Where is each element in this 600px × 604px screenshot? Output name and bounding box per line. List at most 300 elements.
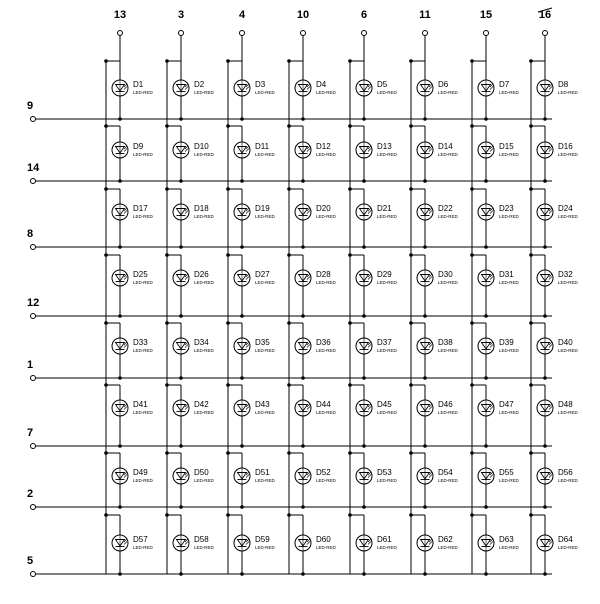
led-value: LED-RED	[133, 478, 153, 483]
led-value: LED-RED	[316, 280, 336, 285]
row-terminal	[31, 572, 36, 577]
junction-dot	[470, 451, 474, 455]
junction-dot	[179, 376, 183, 380]
led-designator: D23	[499, 204, 514, 213]
led-designator: D53	[377, 468, 392, 477]
led-designator: D49	[133, 468, 148, 477]
junction-dot	[301, 572, 305, 576]
led-designator: D10	[194, 142, 209, 151]
led-value: LED-RED	[194, 280, 214, 285]
column-label: 3	[177, 9, 185, 21]
led-value: LED-RED	[316, 478, 336, 483]
led-designator: D20	[316, 204, 331, 213]
junction-dot	[287, 321, 291, 325]
led-value: LED-RED	[194, 545, 214, 550]
led-diode-icon	[234, 535, 250, 551]
led-diode-icon	[478, 338, 494, 354]
junction-dot	[118, 117, 122, 121]
led-value: LED-RED	[194, 410, 214, 415]
junction-dot	[287, 383, 291, 387]
led-designator: D33	[133, 338, 148, 347]
row-terminal	[31, 314, 36, 319]
led-value: LED-RED	[255, 90, 275, 95]
row-label: 9	[27, 100, 34, 112]
led-diode-icon	[478, 468, 494, 484]
led-diode-icon	[356, 270, 372, 286]
led-value: LED-RED	[316, 348, 336, 353]
led-value: LED-RED	[133, 348, 153, 353]
junction-dot	[348, 513, 352, 517]
led-designator: D9	[133, 142, 144, 151]
junction-dot	[543, 572, 547, 576]
junction-dot	[529, 124, 533, 128]
led-value: LED-RED	[438, 90, 458, 95]
led-designator: D11	[255, 142, 270, 151]
led-designator: D46	[438, 400, 453, 409]
led-value: LED-RED	[255, 152, 275, 157]
wires	[36, 35, 553, 576]
junction-dot	[470, 513, 474, 517]
led-designator: D7	[499, 80, 510, 89]
led-value: LED-RED	[558, 545, 578, 550]
led-diode-icon	[537, 400, 553, 416]
junction-dot	[179, 117, 183, 121]
junction-dot	[287, 451, 291, 455]
junction-dot	[409, 321, 413, 325]
led-diode-icon	[478, 400, 494, 416]
led-designator: D12	[316, 142, 331, 151]
junction-dot	[165, 187, 169, 191]
led-diode-icon	[537, 338, 553, 354]
led-diode-icon	[234, 204, 250, 220]
junction-dot	[287, 513, 291, 517]
column-terminal	[118, 31, 123, 36]
led-diode-icon	[112, 270, 128, 286]
column-terminal	[484, 31, 489, 36]
junction-dot	[226, 253, 230, 257]
junction-dot	[240, 376, 244, 380]
junction-dot	[118, 314, 122, 318]
led-diode-icon	[234, 142, 250, 158]
led-value: LED-RED	[438, 214, 458, 219]
junction-dot	[529, 513, 533, 517]
junction-dot	[348, 383, 352, 387]
junction-dot	[362, 117, 366, 121]
led-diode-icon	[234, 338, 250, 354]
led-diode-icon	[356, 535, 372, 551]
row-terminal	[31, 444, 36, 449]
junction-dot	[348, 451, 352, 455]
junction-dot	[226, 59, 230, 63]
led-designator: D62	[438, 535, 453, 544]
led-value: LED-RED	[194, 348, 214, 353]
junction-dot	[423, 376, 427, 380]
junction-dot	[301, 444, 305, 448]
junction-dot	[484, 314, 488, 318]
led-designator: D47	[499, 400, 514, 409]
junction-dot	[301, 376, 305, 380]
junction-dot	[179, 505, 183, 509]
led-value: LED-RED	[499, 214, 519, 219]
led-value: LED-RED	[377, 280, 397, 285]
junction-dot	[301, 314, 305, 318]
junction-dot	[348, 59, 352, 63]
row-terminal	[31, 179, 36, 184]
led-value: LED-RED	[255, 410, 275, 415]
junction-dot	[104, 187, 108, 191]
led-diode-icon	[173, 468, 189, 484]
junction-dot	[543, 376, 547, 380]
led-designator: D18	[194, 204, 209, 213]
led-diode-icon	[417, 142, 433, 158]
led-designator: D37	[377, 338, 392, 347]
led-value: LED-RED	[377, 348, 397, 353]
junction-dot	[529, 187, 533, 191]
junction-dot	[165, 513, 169, 517]
led-diode-icon	[112, 338, 128, 354]
junction-dot	[484, 376, 488, 380]
led-designator: D58	[194, 535, 209, 544]
led-diode-icon	[112, 204, 128, 220]
junction-dot	[484, 444, 488, 448]
led-diode-icon	[478, 142, 494, 158]
led-value: LED-RED	[499, 478, 519, 483]
led-value: LED-RED	[316, 545, 336, 550]
junction-dot	[409, 187, 413, 191]
led-value: LED-RED	[316, 152, 336, 157]
led-diode-icon	[417, 270, 433, 286]
led-designator: D60	[316, 535, 331, 544]
led-value: LED-RED	[558, 410, 578, 415]
junction-dot	[301, 245, 305, 249]
junction-dot	[409, 253, 413, 257]
led-diode-icon	[112, 400, 128, 416]
junction-dot	[226, 383, 230, 387]
junction-dot	[165, 253, 169, 257]
junction-dot	[409, 124, 413, 128]
junction-dot	[165, 321, 169, 325]
junction-dot	[543, 117, 547, 121]
led-value: LED-RED	[255, 348, 275, 353]
led-value: LED-RED	[438, 478, 458, 483]
column-terminal	[362, 31, 367, 36]
led-designator: D40	[558, 338, 573, 347]
junction-dot	[104, 124, 108, 128]
junction-dot	[240, 314, 244, 318]
led-diode-icon	[112, 535, 128, 551]
led-designator: D63	[499, 535, 514, 544]
junction-dot	[470, 124, 474, 128]
led-diode-icon	[295, 142, 311, 158]
led-value: LED-RED	[499, 348, 519, 353]
junction-dot	[529, 321, 533, 325]
led-value: LED-RED	[377, 90, 397, 95]
row-label: 2	[27, 488, 34, 500]
junction-dot	[348, 321, 352, 325]
led-diode-icon	[417, 204, 433, 220]
led-diode-icon	[537, 535, 553, 551]
led-value: LED-RED	[377, 410, 397, 415]
led-designator: D13	[377, 142, 392, 151]
led-value: LED-RED	[255, 545, 275, 550]
junction-dot	[301, 117, 305, 121]
led-value: LED-RED	[255, 280, 275, 285]
led-diode-icon	[112, 468, 128, 484]
led-diode-icon	[478, 270, 494, 286]
led-diode-icon	[173, 338, 189, 354]
led-diode-icon	[478, 80, 494, 96]
led-designator: D17	[133, 204, 148, 213]
led-designator: D50	[194, 468, 209, 477]
junction-dot	[484, 117, 488, 121]
led-designator: D48	[558, 400, 573, 409]
led-value: LED-RED	[133, 410, 153, 415]
led-designator: D28	[316, 270, 331, 279]
led-value: LED-RED	[558, 348, 578, 353]
junction-dot	[226, 187, 230, 191]
junction-dot	[529, 383, 533, 387]
led-designator: D32	[558, 270, 573, 279]
led-value: LED-RED	[438, 545, 458, 550]
led-diode-icon	[417, 535, 433, 551]
junction-dot	[484, 505, 488, 509]
junction-dot	[287, 124, 291, 128]
led-value: LED-RED	[194, 214, 214, 219]
junction-dot	[362, 572, 366, 576]
led-value: LED-RED	[133, 545, 153, 550]
row-terminal	[31, 376, 36, 381]
junction-dot	[484, 245, 488, 249]
led-value: LED-RED	[558, 152, 578, 157]
led-designator: D45	[377, 400, 392, 409]
led-designator: D19	[255, 204, 270, 213]
led-value: LED-RED	[499, 152, 519, 157]
led-value: LED-RED	[255, 214, 275, 219]
led-diode-icon	[295, 400, 311, 416]
led-diode-icon	[356, 338, 372, 354]
led-designator: D26	[194, 270, 209, 279]
column-terminal	[423, 31, 428, 36]
junction-dot	[470, 59, 474, 63]
led-designator: D43	[255, 400, 270, 409]
column-terminal	[179, 31, 184, 36]
junction-dot	[423, 245, 427, 249]
junction-dot	[179, 245, 183, 249]
led-designator: D57	[133, 535, 148, 544]
column-label: 6	[360, 9, 368, 21]
junction-dot	[118, 245, 122, 249]
led-value: LED-RED	[558, 478, 578, 483]
led-diode-icon	[537, 468, 553, 484]
junction-dot	[165, 383, 169, 387]
led-diode-icon	[295, 80, 311, 96]
junction-dot	[423, 179, 427, 183]
junction-dot	[409, 59, 413, 63]
led-designator: D41	[133, 400, 148, 409]
junction-dot	[118, 505, 122, 509]
junction-dot	[543, 245, 547, 249]
junction-dot	[226, 513, 230, 517]
junction-dot	[409, 451, 413, 455]
junction-dot	[165, 124, 169, 128]
column-terminal	[543, 31, 548, 36]
led-value: LED-RED	[133, 152, 153, 157]
junction-dot	[348, 187, 352, 191]
row-label: 7	[27, 427, 34, 439]
junction-dot	[484, 179, 488, 183]
led-designator: D52	[316, 468, 331, 477]
row-terminal	[31, 117, 36, 122]
led-diode-icon	[295, 468, 311, 484]
led-value: LED-RED	[316, 214, 336, 219]
led-designator: D59	[255, 535, 270, 544]
led-diode-icon	[234, 468, 250, 484]
junction-dot	[104, 253, 108, 257]
led-designator: D15	[499, 142, 514, 151]
led-designator: D38	[438, 338, 453, 347]
junction-dot	[470, 187, 474, 191]
junction-dot	[362, 376, 366, 380]
junction-dot	[423, 117, 427, 121]
junction-dot	[362, 444, 366, 448]
junction-dot	[301, 505, 305, 509]
junction-dot	[301, 179, 305, 183]
junction-dot	[470, 383, 474, 387]
led-value: LED-RED	[438, 410, 458, 415]
junction-dot	[362, 179, 366, 183]
row-terminal	[31, 245, 36, 250]
junction-dot	[529, 253, 533, 257]
led-diode-icon	[537, 142, 553, 158]
junction-dot	[529, 451, 533, 455]
led-diode-icon	[173, 270, 189, 286]
led-value: LED-RED	[499, 410, 519, 415]
led-designator: D14	[438, 142, 453, 151]
junction-dot	[543, 314, 547, 318]
led-diode-icon	[537, 80, 553, 96]
led-diode-icon	[173, 142, 189, 158]
junction-dot	[240, 444, 244, 448]
junction-dot	[362, 505, 366, 509]
junction-dot	[484, 572, 488, 576]
led-diode-icon	[234, 400, 250, 416]
junction-dot	[179, 572, 183, 576]
junction-dot	[287, 187, 291, 191]
junction-dot	[240, 245, 244, 249]
led-designator: D36	[316, 338, 331, 347]
junction-dot	[240, 505, 244, 509]
led-value: LED-RED	[316, 410, 336, 415]
column-label: 15	[479, 9, 493, 21]
led-designator: D30	[438, 270, 453, 279]
led-designator: D21	[377, 204, 392, 213]
led-diode-icon	[112, 142, 128, 158]
led-diode-icon	[234, 270, 250, 286]
led-diode-icon	[478, 204, 494, 220]
led-designator: D22	[438, 204, 453, 213]
led-value: LED-RED	[558, 214, 578, 219]
row-label: 8	[27, 228, 34, 240]
led-value: LED-RED	[438, 348, 458, 353]
led-value: LED-RED	[377, 152, 397, 157]
column-label: 4	[238, 9, 246, 21]
junction-dot	[179, 314, 183, 318]
junction-dot	[165, 451, 169, 455]
led-diode-icon	[112, 80, 128, 96]
led-diode-icon	[173, 204, 189, 220]
led-value: LED-RED	[133, 280, 153, 285]
led-diode-icon	[295, 535, 311, 551]
junction-dot	[409, 513, 413, 517]
row-terminal	[31, 505, 36, 510]
junction-dot	[423, 444, 427, 448]
junction-dot	[104, 321, 108, 325]
junction-dot	[529, 59, 533, 63]
junction-dot	[409, 383, 413, 387]
led-designator: D61	[377, 535, 392, 544]
led-diode-icon	[173, 400, 189, 416]
junction-dot	[423, 314, 427, 318]
led-designator: D1	[133, 80, 144, 89]
junction-dot	[118, 572, 122, 576]
junction-dot	[179, 444, 183, 448]
led-designator: D6	[438, 80, 449, 89]
junction-dot	[287, 253, 291, 257]
led-value: LED-RED	[255, 478, 275, 483]
led-designator: D5	[377, 80, 388, 89]
led-designator: D34	[194, 338, 209, 347]
led-value: LED-RED	[558, 280, 578, 285]
led-designator: D51	[255, 468, 270, 477]
led-designator: D39	[499, 338, 514, 347]
column-label: 13	[113, 9, 127, 21]
led-diode-icon	[295, 338, 311, 354]
led-value: LED-RED	[377, 478, 397, 483]
column-label: 16	[538, 9, 552, 21]
led-diode-icon	[295, 270, 311, 286]
led-diode-icon	[356, 468, 372, 484]
led-value: LED-RED	[133, 214, 153, 219]
junction-dot	[118, 179, 122, 183]
led-value: LED-RED	[194, 152, 214, 157]
led-designator: D27	[255, 270, 270, 279]
led-diode-icon	[417, 400, 433, 416]
led-diode-icon	[537, 270, 553, 286]
led-diode-icon	[417, 338, 433, 354]
led-diode-icon	[234, 80, 250, 96]
junction-dot	[240, 179, 244, 183]
junction-dot	[226, 124, 230, 128]
junction-dot	[423, 572, 427, 576]
led-value: LED-RED	[194, 90, 214, 95]
junction-dot	[362, 245, 366, 249]
junction-dot	[179, 179, 183, 183]
junction-dot	[543, 179, 547, 183]
led-designator: D54	[438, 468, 453, 477]
junction-dot	[118, 376, 122, 380]
led-designator: D35	[255, 338, 270, 347]
junction-dot	[104, 383, 108, 387]
led-value: LED-RED	[438, 152, 458, 157]
led-diode-icon	[356, 80, 372, 96]
led-designator: D55	[499, 468, 514, 477]
led-diode-icon	[173, 80, 189, 96]
junction-dot	[104, 513, 108, 517]
column-terminal	[301, 31, 306, 36]
junction-dot	[226, 321, 230, 325]
led-value: LED-RED	[377, 214, 397, 219]
led-diode-icon	[537, 204, 553, 220]
